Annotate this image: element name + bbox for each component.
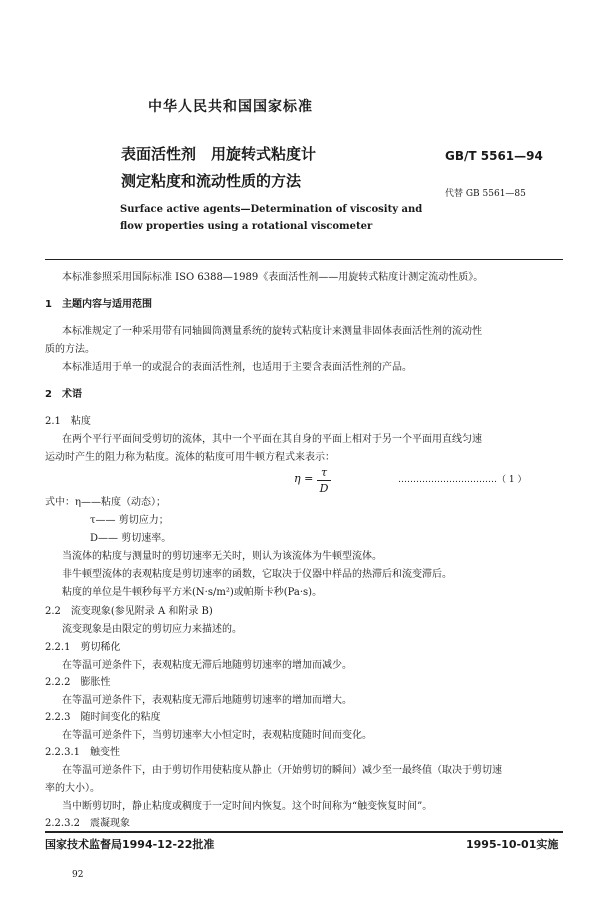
equation-denominator: D	[319, 482, 329, 495]
standard-number: GB/T 5561—94	[445, 149, 543, 163]
section-1-heading: 1 主题内容与适用范围	[45, 299, 152, 310]
clause-2-2-1-text: 在等温可逆条件下，表观粘度无滞后地随剪切速率的增加而减少。	[62, 660, 352, 671]
header-rule	[45, 259, 563, 260]
replaces-standard: 代替 GB 5561—85	[445, 189, 526, 199]
where-line-3: D—— 剪切速率。	[90, 533, 172, 544]
fraction-bar	[317, 480, 331, 481]
where-line-2: τ—— 剪切应力；	[90, 515, 169, 526]
section-2-heading: 2 术语	[45, 389, 82, 400]
equation-numerator: τ	[320, 466, 328, 479]
page-number: 92	[72, 870, 84, 880]
section-1-paragraph-1a: 本标准规定了一种采用带有同轴圆筒测量系统的旋转式粘度计来测量非固体表面活性剂的流动性	[62, 326, 482, 337]
document-title-line1: 表面活性剂 用旋转式粘度计	[121, 145, 317, 163]
clause-2-2-2-heading: 2.2.2 膨胀性	[45, 677, 111, 688]
footer-rule	[45, 831, 563, 833]
clause-2-2-3-text: 在等温可逆条件下，当剪切速率大小恒定时，表观粘度随时间而变化。	[62, 730, 372, 741]
document-title-line2: 测定粘度和流动性质的方法	[121, 172, 302, 190]
section-1-paragraph-1b: 质的方法。	[45, 344, 95, 355]
clause-2-2-3-1-text-a: 在等温可逆条件下，由于剪切作用使粘度从静止（开始剪切的瞬间）减少至一最终值（取决于剪切速	[62, 765, 502, 776]
clause-2-2-2-text: 在等温可逆条件下，表观粘度无滞后地随剪切速率的增加而增大。	[62, 695, 352, 706]
clause-2-2-text: 流变现象是由限定的剪切应力来描述的。	[62, 624, 242, 635]
intro-paragraph: 本标准参照采用国际标准 ISO 6388—1989《表面活性剂——用旋转式粘度计测定流动性质》。	[62, 272, 484, 283]
clause-2-2-3-2-heading: 2.2.3.2 震凝现象	[45, 818, 130, 829]
clause-2-2-1-heading: 2.2.1 剪切稀化	[45, 642, 121, 653]
equation-number: ……………………………（ 1 ）	[398, 475, 527, 485]
implementation-date: 1995-10-01实施	[466, 838, 559, 851]
where-line-1: 式中：η——粘度（动态）；	[45, 497, 166, 508]
equation-fraction	[317, 466, 331, 495]
equation-lhs: η =	[294, 472, 314, 485]
approval-line: 国家技术监督局1994-12-22批准	[45, 838, 215, 851]
section-1-paragraph-2: 本标准适用于单一的或混合的表面活性剂，也适用于主要含表面活性剂的产品。	[62, 362, 412, 373]
clause-2-1-newtonian: 当流体的粘度与测量时的剪切速率无关时，则认为该流体为牛顿型流体。	[62, 551, 382, 562]
clause-2-2-3-1-text-b: 率的大小）。	[45, 783, 100, 794]
clause-2-1-unit: 粘度的单位是牛顿秒每平方米(N·s/m²)或帕斯卡秒(Pa·s)。	[62, 587, 323, 598]
clause-2-2-3-1-heading: 2.2.3.1 触变性	[45, 747, 120, 758]
clause-2-2-3-heading: 2.2.3 随时间变化的粘度	[45, 712, 161, 723]
clause-2-2-3-1-text-2: 当中断剪切时，静止粘度或稠度于一定时间内恢复。这个时间称为“触变恢复时间”。	[62, 801, 433, 812]
clause-2-2-heading: 2.2 流变现象(参见附录 A 和附录 B)	[45, 606, 213, 617]
english-title-line1: Surface active agents—Determination of viscosity and	[120, 204, 423, 215]
clause-2-1-text-a: 在两个平行平面间受剪切的流体，其中一个平面在其自身的平面上相对于另一个平面用直线匀速	[62, 434, 482, 445]
clause-2-1-non-newtonian: 非牛顿型流体的表观粘度是剪切速率的函数，它取决于仪器中样品的热滞后和流变滞后。	[62, 569, 452, 580]
english-title-line2: flow properties using a rotational viscometer	[120, 221, 373, 232]
clause-2-1-heading: 2.1 粘度	[45, 416, 91, 427]
national-standard-title: 中华人民共和国国家标准	[148, 99, 313, 115]
clause-2-1-text-b: 运动时产生的阻力称为粘度。流体的粘度可用牛顿方程式来表示：	[45, 452, 335, 463]
